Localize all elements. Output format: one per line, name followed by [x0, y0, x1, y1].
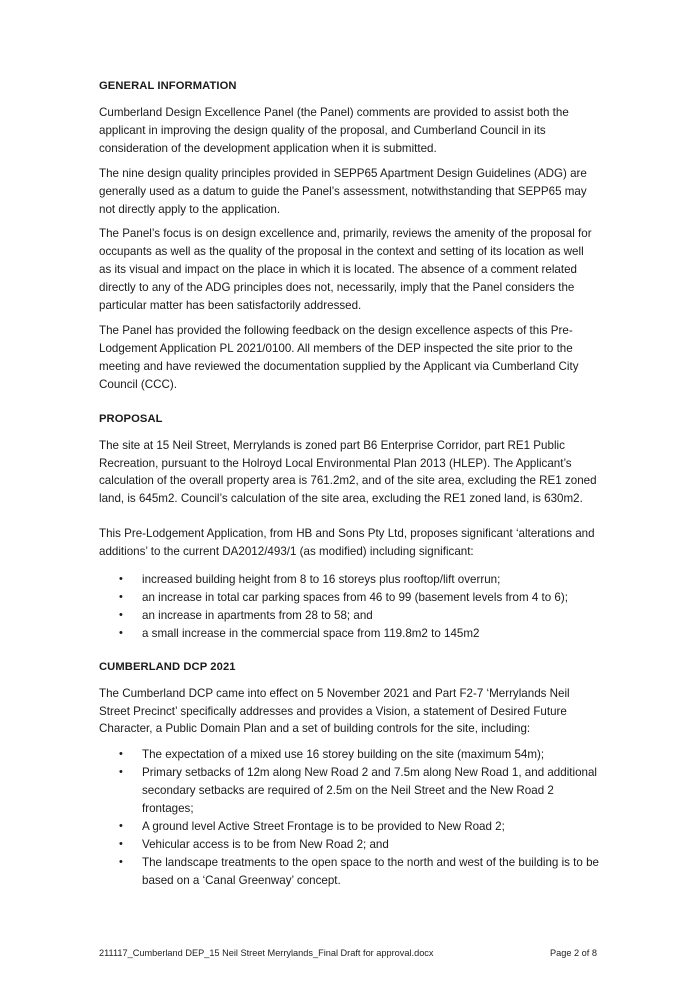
paragraph: The site at 15 Neil Street, Merrylands is zoned part B6 Enterprise Corridor, part RE1 Public Recreation, pursuant to the Holroyd Local Environmental Plan 2013 (HLEP). The Applicant’s calculation of the overall property area is 761.2m2, and of the site area, excluding the RE1 zoned land, is 645m2. Council’s calculation of the site area, excluding the RE1 zoned land, is 630m2. [99, 438, 597, 506]
document-page [99, 78, 599, 906]
section-heading: PROPOSAL [99, 412, 163, 425]
footer-filename: 211117_Cumberland DEP_15 Neil Street Merrylands_Final Draft for approval.docx [99, 948, 434, 958]
page-footer [99, 948, 597, 958]
bullet-icon: • [119, 820, 123, 832]
section-proposal [99, 411, 599, 643]
list-item [99, 625, 599, 643]
bullet-list [99, 571, 599, 643]
bullet-icon: • [119, 855, 123, 868]
list-item-text: Primary setbacks of 12m along New Road 2 and 7.5m along New Road 1, and additional secondary setbacks are required of 2.5m on the Neil Street and the New Road 2 frontages; [142, 766, 597, 816]
list-item [99, 854, 599, 890]
section-heading: CUMBERLAND DCP 2021 [99, 660, 236, 673]
paragraph: This Pre-Lodgement Application, from HB and Sons Pty Ltd, proposes significant ‘alterations and additions’ to the current DA2012/493/1 (as modified) including significant: [99, 527, 595, 559]
paragraph: Cumberland Design Excellence Panel (the Panel) comments are provided to assist both the applicant in improving the design quality of the proposal, and Cumberland Council in its consideration of the development application when it is submitted. [99, 106, 569, 155]
list-item-text: an increase in total car parking spaces from 46 to 99 (basement levels from 4 to 6); [142, 590, 568, 604]
bullet-icon: • [119, 766, 123, 779]
bullet-icon: • [119, 608, 123, 621]
paragraph: The Panel’s focus is on design excellence and, primarily, reviews the amenity of the proposal for occupants as well as the quality of the proposal in the context and setting of its location as well as its visual and impact on the place in which it is located. The absence of a comment related directly to any of the ADG principles does not, necessarily, imply that the Panel considers the particular matter has been satisfactorily addressed. [99, 227, 592, 313]
list-item-text: a small increase in the commercial space from 119.8m2 to 145m2 [142, 626, 480, 640]
list-item-text: The expectation of a mixed use 16 storey building on the site (maximum 54m); [142, 748, 545, 762]
bullet-icon: • [119, 837, 123, 850]
list-item-text: an increase in apartments from 28 to 58; and [142, 608, 373, 622]
bullet-icon: • [119, 748, 123, 761]
list-item [99, 607, 599, 625]
bullet-list [99, 746, 599, 889]
section-general-information [99, 78, 599, 394]
list-item [99, 589, 599, 607]
paragraph: The Panel has provided the following feedback on the design excellence aspects of this Pre-Lodgement Application PL 2021/0100. All members of the DEP inspected the site prior to the meeting and have reviewed the documentation supplied by the Applicant via Cumberland City Council (CCC). [99, 323, 579, 391]
list-item-text: The landscape treatments to the open space to the north and west of the building is to be based on a ‘Canal Greenway’ concept. [142, 855, 599, 887]
section-heading: GENERAL INFORMATION [99, 80, 237, 92]
bullet-icon: • [119, 573, 123, 586]
list-item-text: Vehicular access is to be from New Road 2; and [142, 837, 389, 851]
section-cumberland-dcp [99, 659, 599, 890]
list-item [99, 836, 599, 854]
list-item [99, 746, 599, 764]
list-item-text: increased building height from 8 to 16 storeys plus rooftop/lift overrun; [142, 573, 501, 587]
footer-page-number: Page 2 of 8 [550, 948, 597, 958]
list-item [99, 818, 599, 836]
list-item [99, 764, 599, 818]
list-item-text: A ground level Active Street Frontage is to be provided to New Road 2; [142, 820, 505, 833]
list-item [99, 571, 599, 589]
paragraph: The nine design quality principles provided in SEPP65 Apartment Design Guidelines (ADG) are generally used as a datum to guide the Panel’s assessment, notwithstanding that SEPP65 may not directly apply to the application. [99, 166, 587, 216]
bullet-icon: • [119, 626, 123, 639]
paragraph: The Cumberland DCP came into effect on 5 November 2021 and Part F2-7 ‘Merrylands Neil Street Precinct’ specifically addresses and provides a Vision, a statement of Desired Future Character, a Public Domain Plan and a set of building controls for the site, including: [99, 686, 570, 736]
bullet-icon: • [119, 590, 123, 603]
